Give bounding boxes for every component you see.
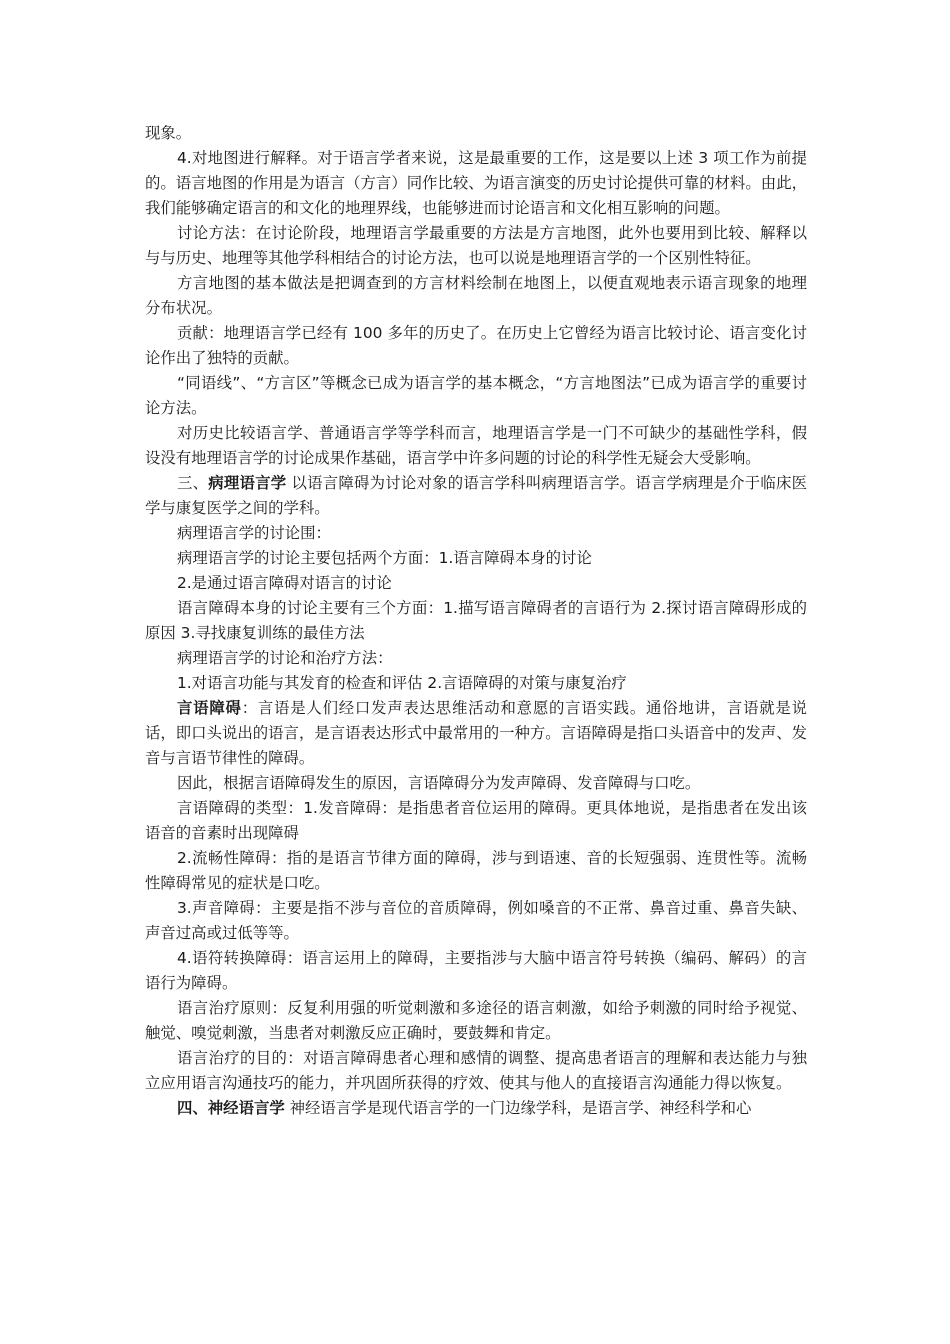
paragraph: 4.语符转换障碍：语言运用上的障碍，主要指涉与大脑中语言符号转换（编码、解码）的言语行为障碍。 xyxy=(145,949,807,992)
paragraph: 现象。 xyxy=(145,124,192,142)
section-heading: 病理语言学 xyxy=(208,474,287,492)
term-paragraph-speech-disorder xyxy=(145,696,807,771)
document-page xyxy=(145,121,807,1121)
section-heading: 四、神经语言学 xyxy=(177,1099,285,1117)
paragraph: 3.声音障碍：主要是指不涉与音位的音质障碍，例如嗓音的不正常、鼻音过重、鼻音失缺、声音过高或过低等等。 xyxy=(145,899,807,942)
section-number: 三、 xyxy=(177,474,209,492)
paragraph: 言语障碍的类型：1.发音障碍：是指患者音位运用的障碍。更具体地说，是指患者在发出该语音的音素时出现障碍 xyxy=(145,799,807,842)
paragraph: 2.是通过语言障碍对语言的讨论 xyxy=(177,574,392,592)
paragraph: 贡献：地理语言学已经有 100 多年的历史了。在历史上它曾经为语言比较讨论、语言变化讨论作出了独特的贡献。 xyxy=(145,324,807,367)
paragraph: 病理语言学的讨论和治疗方法： xyxy=(177,649,393,667)
paragraph: 方言地图的基本做法是把调查到的方言材料绘制在地图上，以便直观地表示语言现象的地理分布状况。 xyxy=(145,274,807,317)
term-heading: 言语障碍 xyxy=(177,699,242,717)
paragraph: 病理语言学的讨论主要包括两个方面：1.语言障碍本身的讨论 xyxy=(177,549,592,567)
paragraph: 语言治疗原则：反复利用强的听觉刺激和多途径的语言刺激，如给予刺激的同时给予视觉、触觉、嗅觉刺激，当患者对刺激反应正确时，要鼓舞和肯定。 xyxy=(145,999,807,1042)
paragraph-text: ：言语是人们经口发声表达思维活动和意愿的言语实践。通俗地讲，言语就是说话，即口头说出的语言，是言语表达形式中最常用的一种方。言语障碍是指口头语音中的发声、发音与言语节律性的障碍。 xyxy=(145,699,807,767)
paragraph: 讨论方法：在讨论阶段，地理语言学最重要的方法是方言地图，此外也要用到比较、解释以与与历史、地理等其他学科相结合的讨论方法，也可以说是地理语言学的一个区别性特征。 xyxy=(145,224,807,267)
paragraph: “同语线”、“方言区”等概念已成为语言学的基本概念，“方言地图法”已成为语言学的重要讨论方法。 xyxy=(145,374,807,417)
paragraph: 对历史比较语言学、普通语言学等学科而言，地理语言学是一门不可缺少的基础性学科，假设没有地理语言学的讨论成果作基础，语言学中许多问题的讨论的科学性无疑会大受影响。 xyxy=(145,424,807,467)
paragraph: 4.对地图进行解释。对于语言学者来说，这是最重要的工作，这是要以上述 3 项工作为前提的。语言地图的作用是为语言（方言）同作比较、为语言演变的历史讨论提供可靠的材料。由此，我们能够确定语言的和文化的地理界线，也能够进而讨论语言和文化相互影响的问题。 xyxy=(145,149,807,217)
paragraph-text: 神经语言学是现代语言学的一门边缘学科，是语言学、神经科学和心 xyxy=(284,1099,752,1117)
paragraph: 因此，根据言语障碍发生的原因，言语障碍分为发声障碍、发音障碍与口吃。 xyxy=(177,774,701,792)
paragraph: 1.对语言功能与其发育的检查和评估 2.言语障碍的对策与康复治疗 xyxy=(177,674,627,692)
paragraph: 病理语言学的讨论围： xyxy=(177,524,331,542)
paragraph: 语言障碍本身的讨论主要有三个方面：1.描写语言障碍者的言语行为 2.探讨语言障碍形成的原因 3.寻找康复训练的最佳方法 xyxy=(145,599,807,642)
paragraph: 语言治疗的目的：对语言障碍患者心理和感情的调整、提高患者语言的理解和表达能力与独立应用语言沟通技巧的能力，并巩固所获得的疗效、使其与他人的直接语言沟通能力得以恢复。 xyxy=(145,1049,807,1092)
paragraph-text: 以语言障碍为讨论对象的语言学科叫病理语言学。语言学病理是介于临床医学与康复医学之间的学科。 xyxy=(145,474,807,517)
section-paragraph-neurolinguistics xyxy=(145,1096,807,1121)
section-paragraph-pathological-linguistics xyxy=(145,471,807,521)
paragraph: 2.流畅性障碍：指的是语言节律方面的障碍，涉与到语速、音的长短强弱、连贯性等。流畅性障碍常见的症状是口吃。 xyxy=(145,849,807,892)
